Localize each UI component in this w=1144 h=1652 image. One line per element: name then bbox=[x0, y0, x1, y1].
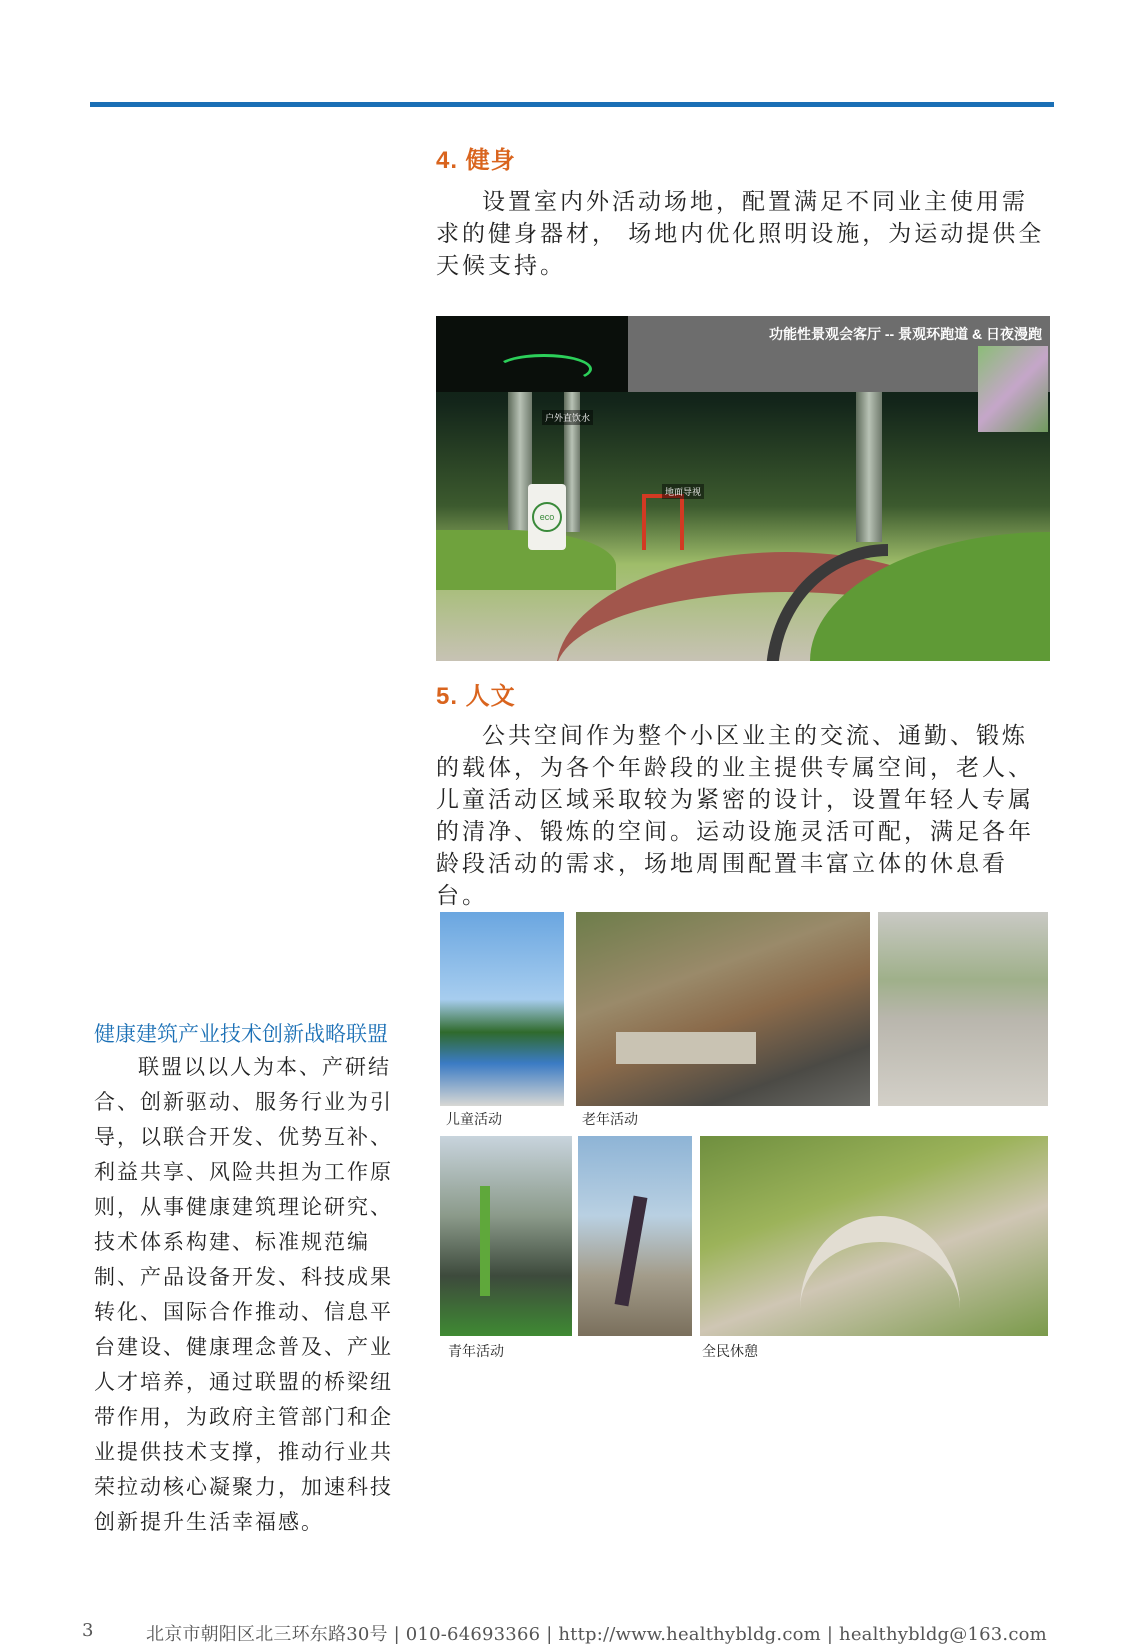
tag-floor-guide: 地面导视 bbox=[662, 484, 704, 499]
garden-path bbox=[800, 1216, 960, 1336]
yoga-figure bbox=[615, 1196, 648, 1307]
section-title-culture: 5. 人文 bbox=[436, 683, 516, 710]
equipment-pole bbox=[480, 1186, 490, 1296]
footer-contact: 北京市朝阳区北三环东路30号 | 010-64693366 | http://www.healthybldg.com | healthybldg@163.com bbox=[146, 1624, 1047, 1645]
fitness-equipment bbox=[642, 494, 684, 550]
tree-trunk bbox=[856, 392, 882, 542]
section-text-culture: 公共空间作为整个小区业主的交流、通勤、锻炼的载体，为各个年龄段的业主提供专属空间，老人、儿童活动区域采取较为紧密的设计，设置年轻人专属的清净、锻炼的空间。运动设施灵活可配，满足各年龄段活动的需求，场地周围配置丰富立体的休息看台。 bbox=[436, 723, 1034, 909]
eco-sign bbox=[528, 484, 566, 550]
elderly-photo bbox=[576, 912, 870, 1106]
fitness-photo bbox=[436, 316, 1050, 661]
caption-children: 儿童活动 bbox=[446, 1111, 502, 1127]
site-map-inset bbox=[978, 346, 1048, 432]
stone-table bbox=[616, 1032, 756, 1064]
yoga-photo bbox=[578, 1136, 692, 1336]
lawn-left bbox=[436, 530, 616, 590]
caption-rest: 全民休憩 bbox=[702, 1343, 758, 1359]
section-title-fitness: 4. 健身 bbox=[436, 147, 516, 174]
page-number: 3 bbox=[82, 1620, 94, 1641]
calligraphy-photo bbox=[878, 912, 1048, 1106]
children-photo bbox=[440, 912, 564, 1106]
caption-youth: 青年活动 bbox=[448, 1343, 504, 1359]
sidebar-title: 健康建筑产业技术创新战略联盟 bbox=[94, 1023, 388, 1046]
section-text-fitness: 设置室内外活动场地，配置满足不同业主使用需求的健身器材， 场地内优化照明设施，为运动提供全天候支持。 bbox=[436, 189, 1045, 279]
sidebar-text: 联盟以以人为本、产研结合、创新驱动、服务行业为引导，以联合开发、优势互补、利益共享、风险共担为工作原则，从事健康建筑理论研究、技术体系构建、标准规范编制、产品设备开发、科技成果转化、国际合作推动、信息平台建设、健康理念普及、产业人才培养，通过联盟的桥梁纽带作用，为政府主管部门和企业提供技术支撑，推动行业共荣拉动核心凝聚力，加速科技创新提升生活幸福感。 bbox=[94, 1055, 393, 1534]
youth-fitness-photo bbox=[440, 1136, 572, 1336]
tag-drinking-water: 户外直饮水 bbox=[542, 410, 593, 425]
rest-photo bbox=[700, 1136, 1048, 1336]
night-run-inset bbox=[436, 316, 628, 392]
header-rule bbox=[90, 102, 1054, 107]
lit-path bbox=[496, 354, 592, 384]
eco-logo: eco bbox=[532, 502, 562, 532]
page-footer bbox=[0, 1620, 1144, 1644]
photo-banner-text: 功能性景观会客厅 -- 景观环跑道 & 日夜漫跑 bbox=[769, 326, 1042, 342]
caption-elderly: 老年活动 bbox=[582, 1111, 638, 1127]
